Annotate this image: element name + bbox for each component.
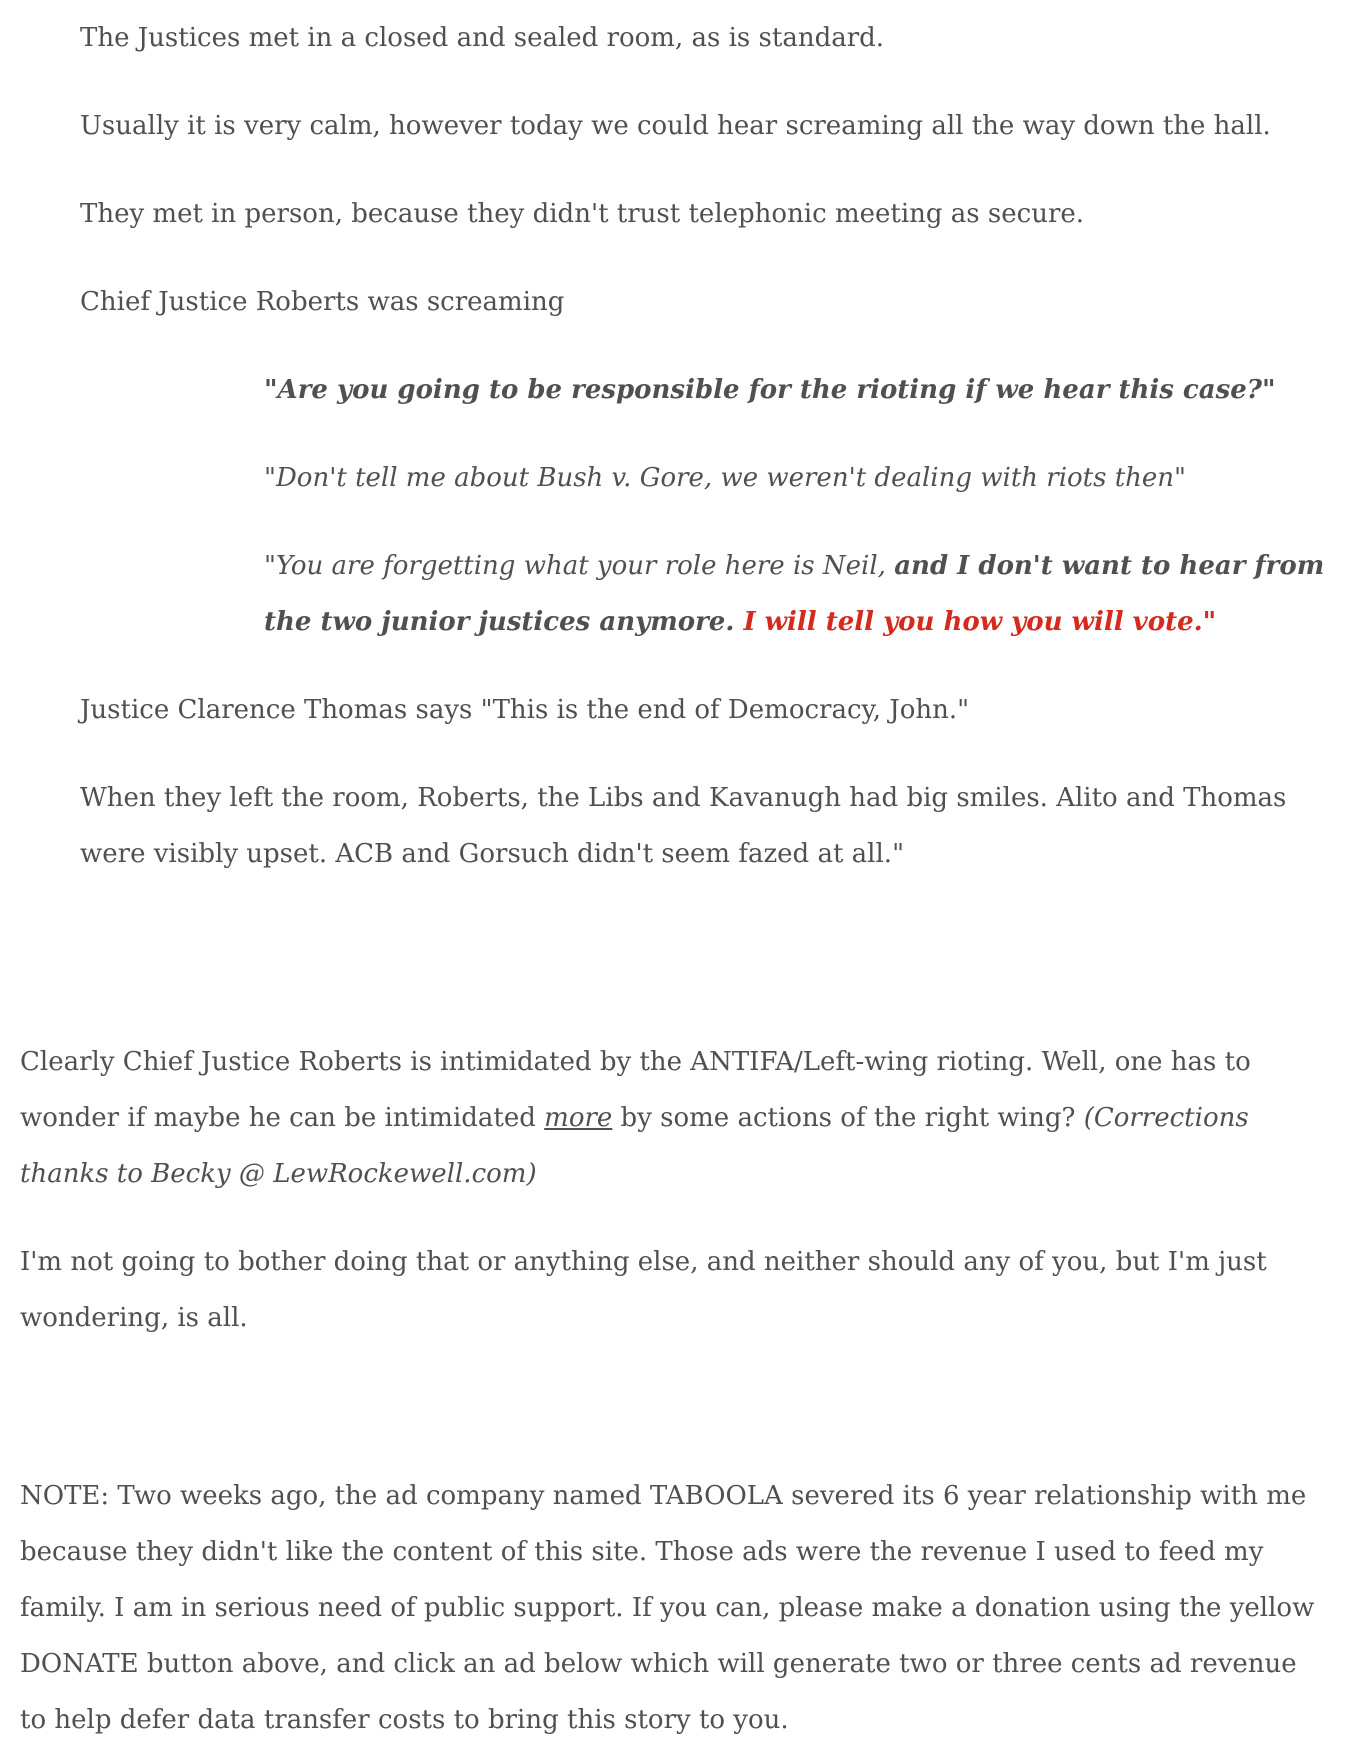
quote-paragraph-3: They met in person, because they didn't trust telephonic meeting as secure. [80, 199, 1085, 229]
inner-quote-3-part3: I will tell you how you will vote." [743, 607, 1217, 637]
inner-quote-3-part2: and I don't want to hear from the two junior justices anymore. [264, 551, 1325, 637]
spacer-2 [0, 1378, 1359, 1468]
blockquote [0, 10, 1359, 330]
quote-paragraph-6: When they left the room, Roberts, the Libs and Kavanugh had big smiles. Alito and Thomas were visibly upset. ACB and Gorsuch didn't seem fazed at all." [80, 783, 1287, 869]
spacer [0, 914, 1359, 1034]
emphasis-more: more [544, 1103, 613, 1133]
body-paragraph-2: I'm not going to bother doing that or anything else, and neither should any of you, but I'm just wondering, is all. [20, 1247, 1267, 1333]
article-body [0, 10, 1359, 1748]
body-paragraph-1-text-2: by some actions of the right wing? [612, 1103, 1084, 1133]
quote-paragraph-1: The Justices met in a closed and sealed room, as is standard. [80, 23, 885, 53]
quote-paragraph-4: Chief Justice Roberts was screaming [80, 287, 565, 317]
body-paragraph-1 [0, 1034, 1359, 1202]
donation-note: NOTE: Two weeks ago, the ad company named TABOOLA severed its 6 year relationship with me because they didn't like the content of this site. Those ads were the revenue I used to feed my family. I am in serious need of public support. If you can, please make a donation using the yellow DONATE button above, and click an ad below which will generate two or three cents ad revenue to help defer data transfer costs to bring this story to you. [20, 1481, 1315, 1735]
corrections-note: (Corrections thanks to Becky @ LewRockewell.com) [20, 1103, 1249, 1189]
inner-quote-2: "Don't tell me about Bush v. Gore, we weren't dealing with riots then" [264, 463, 1187, 493]
inner-blockquote [0, 362, 1359, 650]
inner-quote-3-part1: "You are forgetting what your role here is Neil, [264, 551, 895, 581]
body-paragraph-1-text: Clearly Chief Justice Roberts is intimidated by the ANTIFA/Left-wing rioting. Well, one has to wonder if maybe he can be intimidated [20, 1047, 1251, 1133]
quote-paragraph-2: Usually it is very calm, however today we could hear screaming all the way down the hall. [80, 111, 1271, 141]
quote-paragraph-5: Justice Clarence Thomas says "This is the end of Democracy, John." [80, 695, 970, 725]
inner-quote-1: "Are you going to be responsible for the rioting if we hear this case?" [264, 375, 1276, 405]
inner-quote-3 [264, 538, 1339, 650]
blockquote-continued [0, 682, 1359, 882]
